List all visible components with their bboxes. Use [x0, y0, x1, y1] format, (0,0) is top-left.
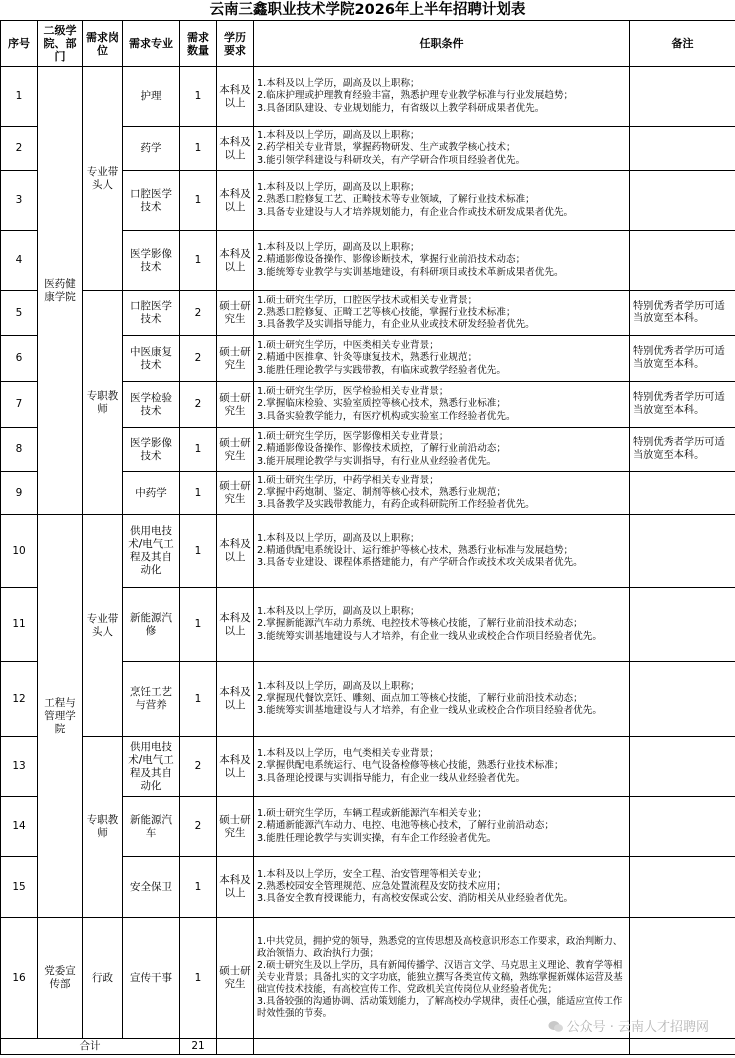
edu-cell: 硕士研究生	[217, 797, 254, 857]
watermark-text: 公众号 · 云南人才招聘网	[566, 1020, 709, 1035]
duty-cell	[254, 291, 630, 336]
total-label: 合计	[1, 1039, 180, 1055]
duty-cell	[254, 588, 630, 662]
edu-cell: 硕士研究生	[217, 918, 254, 1039]
duty-cell	[254, 472, 630, 515]
duty-line: 2.精通影像设备操作、影像技术质控，了解行业前沿动态；	[257, 443, 506, 455]
major-cell: 医学检验技术	[123, 382, 180, 428]
recruitment-table	[0, 20, 735, 1055]
count-cell: 1	[180, 231, 217, 291]
duty-cell	[254, 336, 630, 382]
post-cell: 行政	[83, 918, 123, 1039]
duty-line: 3.具备专业建设与人才培养规划能力，有企业合作或技术研发成果者优先。	[257, 206, 574, 218]
duty-line: 2.熟悉校园安全管理规范、应急处置流程及安防技术应用；	[257, 880, 506, 892]
duty-line: 1.本科及以上学历，副高及以上职称；	[257, 532, 420, 544]
header-major: 需求专业	[123, 21, 180, 67]
duty-cell	[254, 797, 630, 857]
row-no: 10	[1, 515, 38, 588]
edu-cell: 本科及以上	[217, 231, 254, 291]
header-duty: 任职条件	[254, 21, 630, 67]
duty-line: 2.掌握新能源汽车动力系统、电控技术等核心技能，了解行业前沿技术动态；	[257, 618, 583, 630]
duty-line: 3.具备教学及实训指导能力，有企业从业或技术研发经验者优先。	[257, 319, 535, 331]
total-empty	[630, 1039, 735, 1055]
duty-line: 3.能统筹实训基地建设与人才培养，有企业一线从业或校企合作项目经验者优先。	[257, 630, 602, 642]
note-cell	[630, 737, 735, 797]
count-cell: 2	[180, 797, 217, 857]
note-cell	[630, 67, 735, 127]
watermark	[548, 1016, 709, 1035]
header-count: 需求数量	[180, 21, 217, 67]
row-no: 1	[1, 67, 38, 127]
major-cell: 口腔医学技术	[123, 171, 180, 231]
header-no: 序号	[1, 21, 38, 67]
duty-line: 2.精通中医推拿、针灸等康复技术，熟悉行业规范；	[257, 352, 478, 364]
count-cell: 1	[180, 428, 217, 472]
duty-line: 3.能引领学科建设与科研攻关，有产学研合作项目经验者优先。	[257, 154, 526, 166]
duty-line: 2.掌握现代餐饮烹饪、雕刻、面点加工等核心技能，了解行业前沿技术动态；	[257, 692, 583, 704]
row-no: 13	[1, 737, 38, 797]
major-cell: 口腔医学技术	[123, 291, 180, 336]
duty-line: 1.硕士研究生学历，中医类相关专业背景；	[257, 340, 439, 352]
major-cell: 中医康复技术	[123, 336, 180, 382]
edu-cell: 本科及以上	[217, 737, 254, 797]
note-cell	[630, 662, 735, 737]
edu-cell: 本科及以上	[217, 588, 254, 662]
count-cell: 1	[180, 67, 217, 127]
duty-line: 3.具备团队建设、专业规划能力，有省级以上教学科研成果者优先。	[257, 102, 545, 114]
table-row	[1, 67, 735, 127]
count-cell: 1	[180, 515, 217, 588]
note-cell: 特别优秀者学历可适当放宽至本科。	[630, 291, 735, 336]
duty-line: 1.硕士研究生学历，医学影像相关专业背景；	[257, 431, 449, 443]
table-row	[1, 737, 735, 797]
major-cell: 医学影像技术	[123, 231, 180, 291]
duty-line: 3.能统筹专业教学与实训基地建设，有科研项目或技术革新成果者优先。	[257, 266, 564, 278]
row-no: 12	[1, 662, 38, 737]
row-no: 14	[1, 797, 38, 857]
count-cell: 1	[180, 472, 217, 515]
post-cell: 专职教师	[83, 291, 123, 515]
edu-cell: 硕士研究生	[217, 382, 254, 428]
duty-line: 3.具备教学及实践带教能力，有药企或科研院所工作经验者优先。	[257, 499, 535, 511]
duty-line: 1.本科及以上学历，副高及以上职称；	[257, 130, 420, 142]
note-cell	[630, 127, 735, 171]
edu-cell: 本科及以上	[217, 127, 254, 171]
duty-cell	[254, 231, 630, 291]
post-cell: 专业带头人	[83, 67, 123, 291]
duty-cell	[254, 737, 630, 797]
post-cell: 专职教师	[83, 737, 123, 918]
duty-line: 1.硕士研究生学历，车辆工程或新能源汽车相关专业；	[257, 808, 487, 820]
note-cell	[630, 231, 735, 291]
row-no: 9	[1, 472, 38, 515]
duty-cell	[254, 127, 630, 171]
note-cell: 特别优秀者学历可适当放宽至本科。	[630, 382, 735, 428]
duty-line: 3.具备实验教学能力，有医疗机构或实验室工作经验者优先。	[257, 410, 516, 422]
duty-line: 3.能胜任理论教学与实训实操，有车企工作经验者优先。	[257, 832, 497, 844]
count-cell: 2	[180, 737, 217, 797]
count-cell: 1	[180, 127, 217, 171]
edu-cell: 硕士研究生	[217, 291, 254, 336]
duty-line: 1.本科及以上学历，副高及以上职称；	[257, 78, 420, 90]
duty-line: 1.硕士研究生学历，口腔医学技术或相关专业背景；	[257, 294, 478, 306]
note-cell: 特别优秀者学历可适当放宽至本科。	[630, 428, 735, 472]
major-cell: 安全保卫	[123, 857, 180, 918]
duty-line: 2.硕士研究生及以上学历，具有新闻传播学、汉语言文学、马克思主义理论、教育学等相关专业背景；具备扎实的文字功底，能独立撰写各类宣传文稿，熟练掌握新媒体运营及基础宣传技术技能，有高校宣传工作、党政机关宣传岗位从业经验者优先；	[257, 960, 623, 995]
row-no: 4	[1, 231, 38, 291]
duty-cell	[254, 428, 630, 472]
edu-cell: 硕士研究生	[217, 336, 254, 382]
duty-line: 2.精通供配电系统设计、运行维护等核心技术，熟悉行业标准与发展趋势；	[257, 544, 574, 556]
count-cell: 2	[180, 291, 217, 336]
duty-line: 2.精通新能源汽车动力、电控、电池等核心技术，了解行业前沿动态；	[257, 820, 554, 832]
note-cell	[630, 171, 735, 231]
count-cell: 1	[180, 588, 217, 662]
duty-line: 2.掌握供配电系统运行、电气设备检修等核心技能，熟悉行业技术标准；	[257, 760, 564, 772]
duty-line: 3.具备安全教育授课能力，有高校安保或公安、消防相关从业经验者优先。	[257, 893, 574, 905]
duty-line: 2.药学相关专业背景，掌握药物研发、生产或教学核心技术；	[257, 142, 516, 154]
note-cell	[630, 515, 735, 588]
edu-cell: 本科及以上	[217, 857, 254, 918]
dept-cell: 医药健康学院	[38, 67, 83, 515]
note-cell	[630, 472, 735, 515]
count-cell: 2	[180, 382, 217, 428]
count-cell: 1	[180, 857, 217, 918]
dept-cell: 党委宣传部	[38, 918, 83, 1039]
duty-line: 1.本科及以上学历，安全工程、治安管理等相关专业；	[257, 868, 487, 880]
major-cell: 医学影像技术	[123, 428, 180, 472]
duty-cell	[254, 382, 630, 428]
note-cell	[630, 797, 735, 857]
note-cell: 特别优秀者学历可适当放宽至本科。	[630, 336, 735, 382]
dept-cell: 工程与管理学院	[38, 515, 83, 918]
row-no: 3	[1, 171, 38, 231]
major-cell: 供用电技术/电气工程及其自动化	[123, 515, 180, 588]
edu-cell: 本科及以上	[217, 662, 254, 737]
duty-cell	[254, 857, 630, 918]
row-no: 15	[1, 857, 38, 918]
duty-line: 2.临床护理或护理教育经验丰富，熟悉护理专业教学标准与行业发展趋势；	[257, 90, 574, 102]
duty-line: 2.熟悉口腔修复工艺、正畸技术等专业领域，了解行业技术标准；	[257, 194, 535, 206]
total-empty	[217, 1039, 254, 1055]
count-cell: 1	[180, 918, 217, 1039]
duty-line: 1.硕士研究生学历，医学检验相关专业背景；	[257, 386, 449, 398]
duty-cell	[254, 171, 630, 231]
major-cell: 供用电技术/电气工程及其自动化	[123, 737, 180, 797]
page-title: 云南三鑫职业技术学院2026年上半年招聘计划表	[209, 2, 526, 18]
header-post: 需求岗位	[83, 21, 123, 67]
row-no: 2	[1, 127, 38, 171]
table-row	[1, 515, 735, 588]
duty-line: 3.具备较强的沟通协调、活动策划能力，了解高校办学规律，责任心强，能适应宣传工作时效性强的节奏。	[257, 995, 623, 1019]
duty-line: 2.精通影像设备操作、影像诊断技术，掌握行业前沿技术动态；	[257, 254, 526, 266]
row-no: 16	[1, 918, 38, 1039]
header-note: 备注	[630, 21, 735, 67]
row-no: 6	[1, 336, 38, 382]
duty-line: 1.本科及以上学历，副高及以上职称；	[257, 606, 420, 618]
duty-line: 3.能胜任理论教学与实践带教，有临床或教学经验者优先。	[257, 364, 506, 376]
row-no: 11	[1, 588, 38, 662]
edu-cell: 本科及以上	[217, 515, 254, 588]
header-edu: 学历要求	[217, 21, 254, 67]
edu-cell: 本科及以上	[217, 171, 254, 231]
duty-line: 3.具备专业建设、课程体系搭建能力，有产学研合作或技术攻关成果者优先。	[257, 557, 583, 569]
duty-line: 2.熟悉口腔修复、正畸工艺等核心技能，掌握行业技术标准；	[257, 306, 516, 318]
table-row	[1, 291, 735, 336]
major-cell: 中药学	[123, 472, 180, 515]
duty-line: 1.本科及以上学历，副高及以上职称；	[257, 242, 420, 254]
wechat-icon	[548, 1020, 564, 1033]
major-cell: 烹饪工艺与营养	[123, 662, 180, 737]
edu-cell: 本科及以上	[217, 67, 254, 127]
row-no: 7	[1, 382, 38, 428]
duty-cell	[254, 67, 630, 127]
note-cell	[630, 588, 735, 662]
row-no: 8	[1, 428, 38, 472]
total-row	[1, 1039, 735, 1055]
duty-line: 3.能统筹实训基地建设与人才培养，有企业一线从业或校企合作项目经验者优先。	[257, 705, 602, 717]
major-cell: 宣传干事	[123, 918, 180, 1039]
edu-cell: 硕士研究生	[217, 428, 254, 472]
duty-cell	[254, 662, 630, 737]
duty-line: 3.能开展理论教学与实训指导，有行业从业经验者优先。	[257, 455, 497, 467]
duty-line: 2.掌握临床检验、实验室质控等核心技术，熟悉行业标准；	[257, 398, 506, 410]
total-count: 21	[180, 1039, 217, 1055]
row-no: 5	[1, 291, 38, 336]
header-dept: 二级学院、部门	[38, 21, 83, 67]
count-cell: 1	[180, 662, 217, 737]
post-cell: 专业带头人	[83, 515, 123, 737]
note-cell	[630, 857, 735, 918]
duty-cell	[254, 515, 630, 588]
duty-line: 1.硕士研究生学历，中药学相关专业背景；	[257, 474, 439, 486]
duty-line: 2.掌握中药炮制、鉴定、制剂等核心技术，熟悉行业规范；	[257, 486, 506, 498]
major-cell: 新能源汽修	[123, 588, 180, 662]
count-cell: 2	[180, 336, 217, 382]
duty-line: 1.本科及以上学历，副高及以上职称；	[257, 182, 420, 194]
major-cell: 护理	[123, 67, 180, 127]
count-cell: 1	[180, 171, 217, 231]
duty-line: 3.具备理论授课与实训指导能力，有企业一线从业经验者优先。	[257, 772, 526, 784]
header-row	[1, 21, 735, 67]
duty-line: 1.本科及以上学历，电气类相关专业背景；	[257, 748, 439, 760]
total-empty	[254, 1039, 630, 1055]
major-cell: 新能源汽车	[123, 797, 180, 857]
duty-line: 1.本科及以上学历，副高及以上职称；	[257, 680, 420, 692]
major-cell: 药学	[123, 127, 180, 171]
edu-cell: 硕士研究生	[217, 472, 254, 515]
duty-line: 1.中共党员，拥护党的领导，熟悉党的宣传思想及高校意识形态工作要求，政治判断力、政治领悟力、政治执行力强；	[257, 936, 623, 960]
